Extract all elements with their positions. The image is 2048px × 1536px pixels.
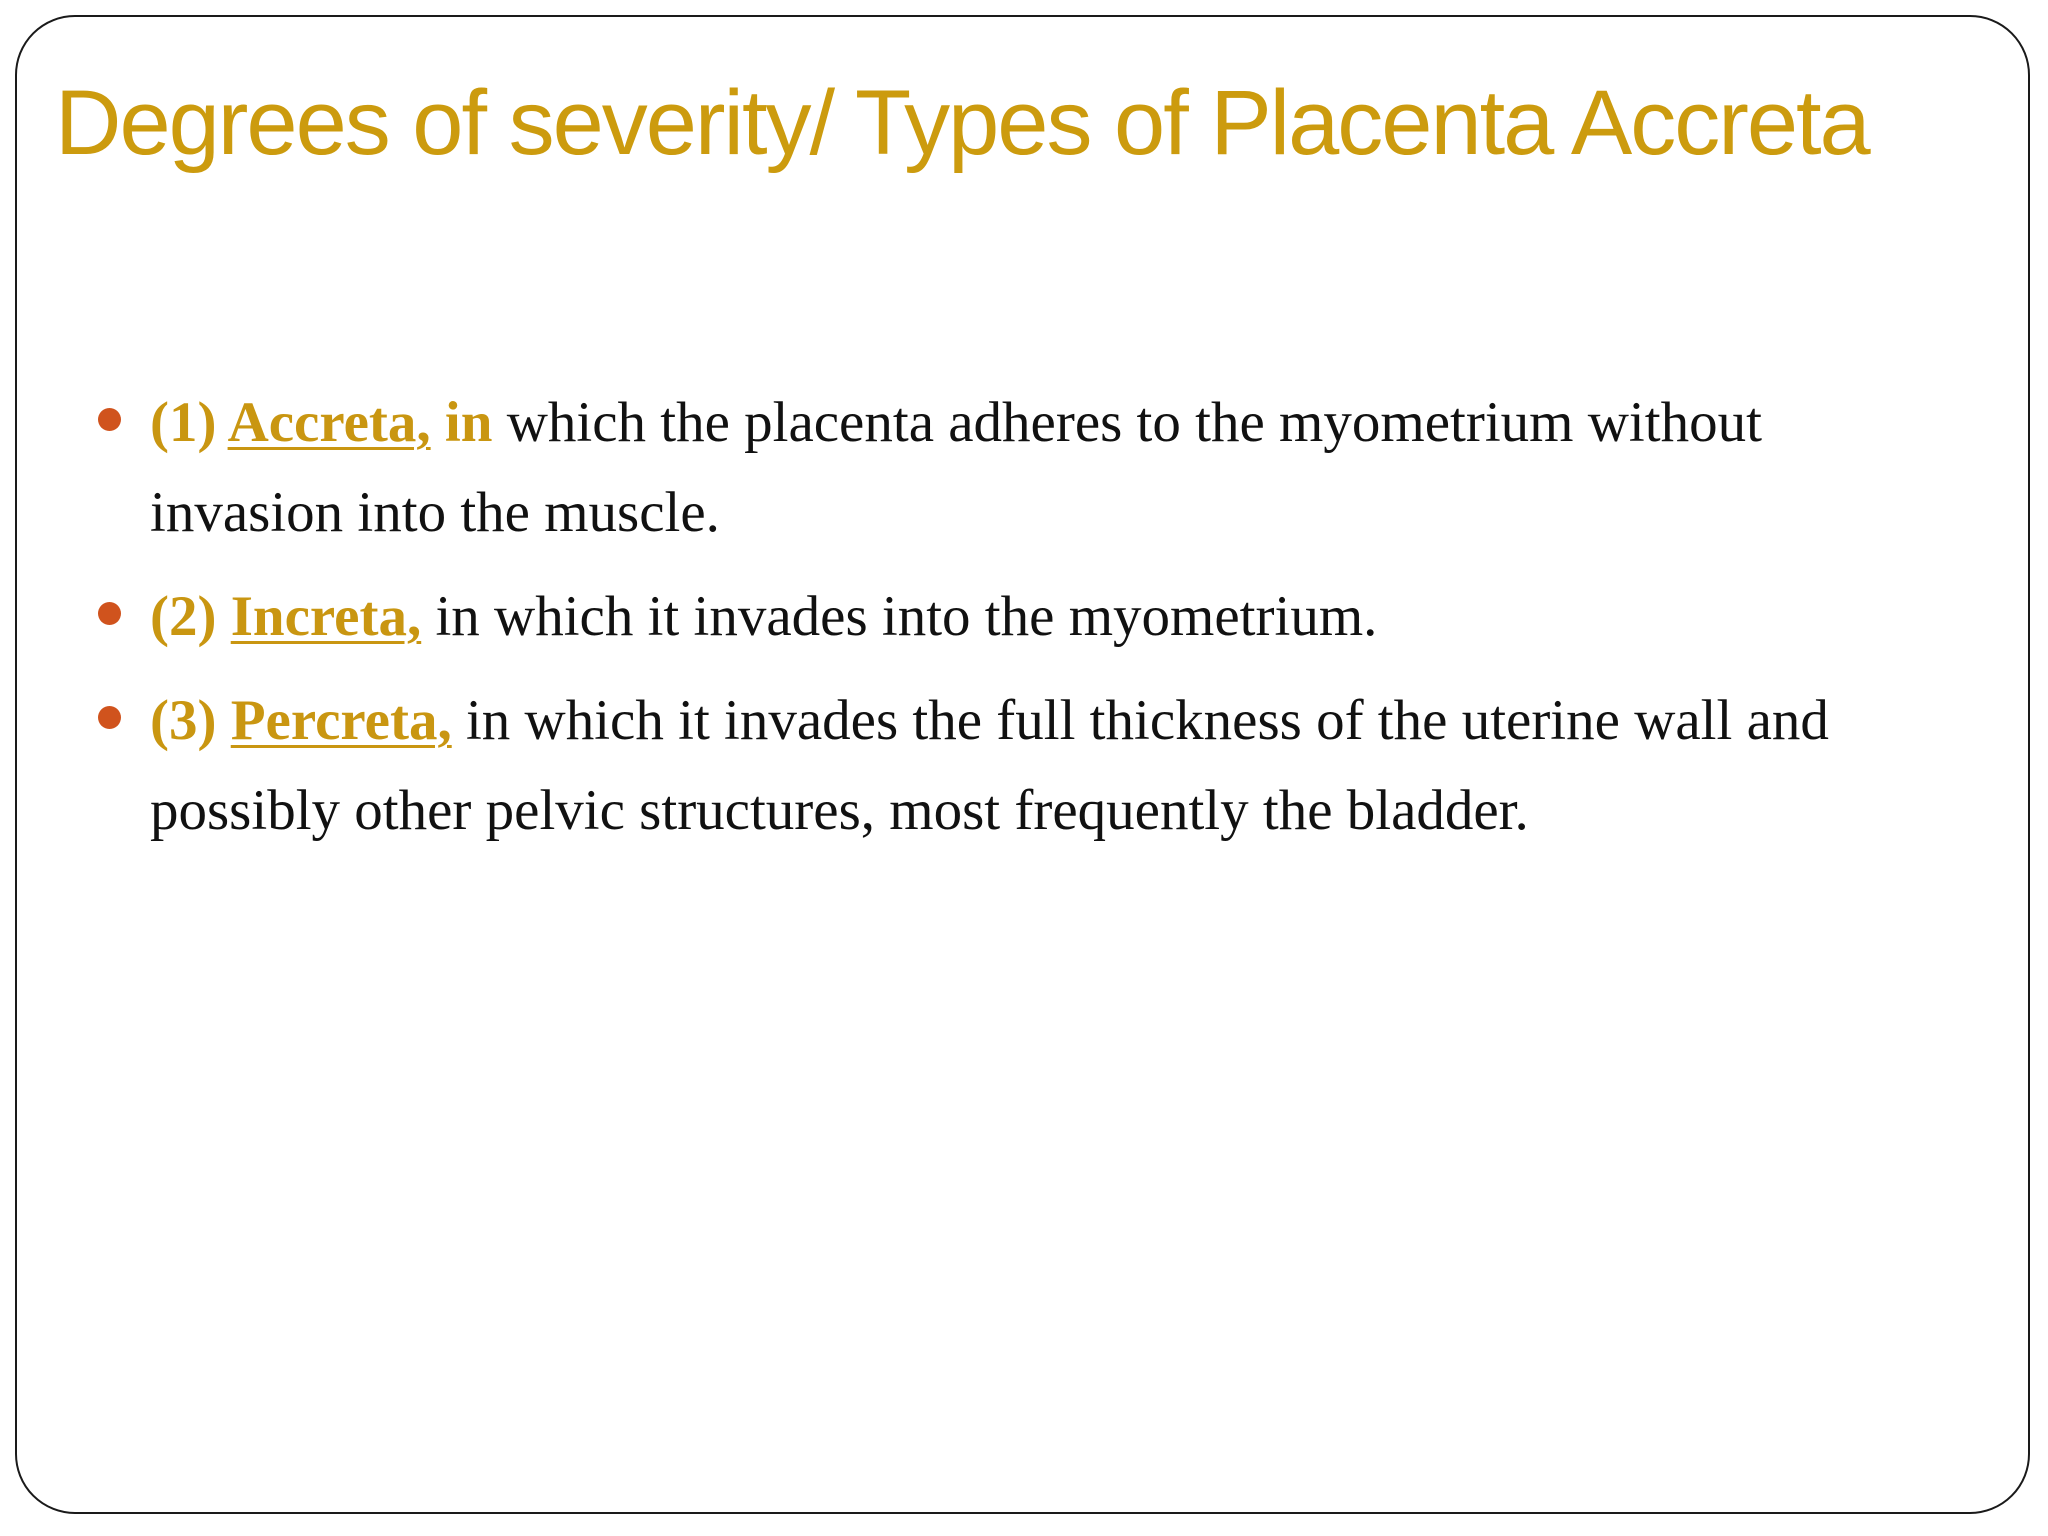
bullet-text: in which it invades into the myometrium.	[421, 585, 1378, 648]
bullet-number: (2)	[150, 585, 231, 648]
bullet-text: which the placenta adheres to the myometrium without invasion into the muscle.	[150, 391, 1762, 544]
bullet-accreta	[150, 378, 1930, 558]
bullet-number: (1)	[150, 391, 228, 454]
bullet-text: in which it invades the full thickness of the uterine wall and possibly other pelvic structures, most frequently the bladder.	[150, 689, 1829, 842]
bullet-percreta	[150, 676, 1930, 856]
bullet-highlight: in	[430, 391, 493, 454]
bullet-dot-icon	[98, 408, 121, 431]
bullet-dot-icon	[98, 602, 121, 625]
bullet-list	[150, 378, 1930, 870]
bullet-dot-icon	[98, 706, 121, 729]
bullet-increta	[150, 572, 1930, 662]
slide-title: Degrees of severity/ Types of Placenta Accreta	[55, 72, 1869, 174]
term-accreta: Accreta,	[227, 391, 431, 454]
bullet-number: (3)	[150, 689, 231, 752]
term-increta: Increta,	[230, 585, 422, 648]
term-percreta: Percreta,	[230, 689, 452, 752]
